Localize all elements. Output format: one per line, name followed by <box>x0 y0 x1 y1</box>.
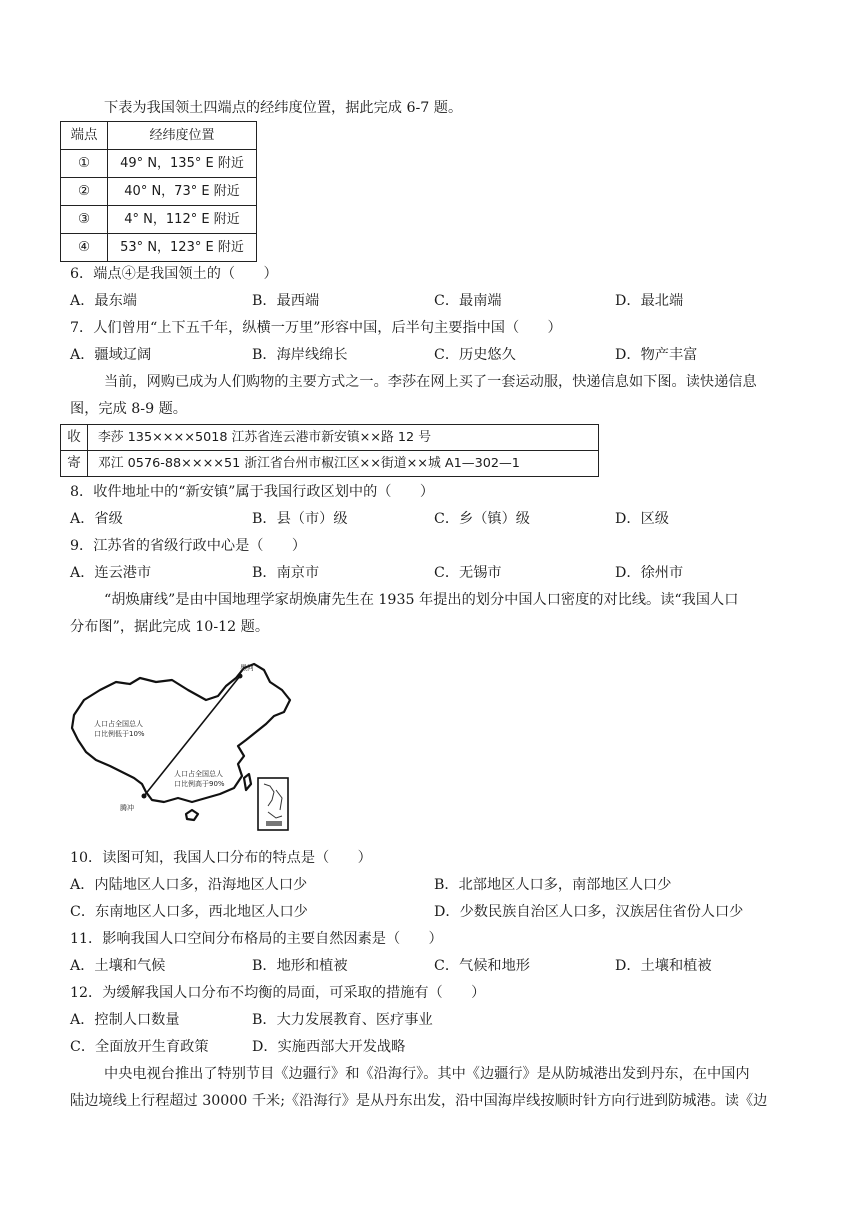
coordinate-cell: 49° N，135° E 附近 <box>108 150 257 178</box>
question-6-stem: 6．端点④是我国领土的（ ） <box>70 266 278 282</box>
q10-option-c[interactable]: C．东南地区人口多，西北地区人口少 <box>70 904 308 920</box>
q6-option-a[interactable]: A．最东端 <box>70 293 137 309</box>
q7-option-b[interactable]: B．海岸线绵长 <box>252 347 348 363</box>
hu-line <box>144 676 240 796</box>
label-tengchong: 腾冲 <box>120 804 134 812</box>
intro-next-line1: 中央电视台推出了特别节目《边疆行》和《沿海行》。其中《边疆行》是从防城港出发到丹东，在中国内 <box>104 1066 750 1082</box>
table-row <box>61 234 257 262</box>
endpoint-cell: ② <box>61 178 108 206</box>
q11-option-c[interactable]: C．气候和地形 <box>434 958 530 974</box>
q10-option-b[interactable]: B．北部地区人口多，南部地区人口少 <box>434 877 672 893</box>
intro-6-7: 下表为我国领土四端点的经纬度位置，据此完成 6-7 题。 <box>104 100 463 116</box>
q6-option-d[interactable]: D．最北端 <box>615 293 684 309</box>
endpoints-table <box>60 121 257 262</box>
sender-label: 寄 <box>61 451 88 477</box>
q8-option-a[interactable]: A．省级 <box>70 511 123 527</box>
table-header-row <box>61 122 257 150</box>
question-11-stem: 11．影响我国人口空间分布格局的主要自然因素是（ ） <box>70 931 443 947</box>
table-row <box>61 150 257 178</box>
q10-option-d[interactable]: D．少数民族自治区人口多，汉族居住省份人口少 <box>434 904 744 920</box>
label-heihe: 黑河 <box>240 664 254 672</box>
endpoint-cell: ③ <box>61 206 108 234</box>
heihe-dot <box>238 674 243 679</box>
table-row <box>61 206 257 234</box>
question-12-stem: 12．为缓解我国人口分布不均衡的局面，可采取的措施有（ ） <box>70 985 486 1001</box>
receiver-label: 收 <box>61 425 88 451</box>
q9-option-d[interactable]: D．徐州市 <box>615 565 684 581</box>
q7-option-c[interactable]: C．历史悠久 <box>434 347 516 363</box>
question-8-stem: 8．收件地址中的“新安镇”属于我国行政区划中的（ ） <box>70 484 435 500</box>
q12-option-d[interactable]: D．实施西部大开发战略 <box>252 1039 406 1055</box>
intro-8-9-line1: 当前，网购已成为人们购物的主要方式之一。李莎在网上买了一套运动服，快递信息如下图。读快递信息 <box>104 374 757 390</box>
south-china-sea-inset <box>258 778 288 830</box>
q8-option-b[interactable]: B．县（市）级 <box>252 511 348 527</box>
intro-10-12-line2: 分布图”，据此完成 10-12 题。 <box>70 619 270 635</box>
q6-option-b[interactable]: B．最西端 <box>252 293 320 309</box>
question-7-stem: 7．人们曾用“上下五千年，纵横一万里”形容中国，后半句主要指中国（ ） <box>70 320 562 336</box>
table-row <box>61 178 257 206</box>
china-population-map <box>68 660 308 840</box>
q9-option-b[interactable]: B．南京市 <box>252 565 320 581</box>
q12-option-b[interactable]: B．大力发展教育、医疗事业 <box>252 1012 433 1028</box>
taiwan-island <box>244 774 251 790</box>
endpoint-cell: ④ <box>61 234 108 262</box>
q9-option-c[interactable]: C．无锡市 <box>434 565 502 581</box>
q7-option-a[interactable]: A．疆域辽阔 <box>70 347 152 363</box>
sender-info: 邓江 0576-88××××51 浙江省台州市椒江区××街道××城 A1—302—1 <box>88 451 599 477</box>
tengchong-dot <box>142 794 147 799</box>
q8-option-d[interactable]: D．区级 <box>615 511 669 527</box>
header-endpoint: 端点 <box>61 122 108 150</box>
q12-option-a[interactable]: A．控制人口数量 <box>70 1012 180 1028</box>
coordinate-cell: 4° N，112° E 附近 <box>108 206 257 234</box>
q11-option-a[interactable]: A．土壤和气候 <box>70 958 166 974</box>
q7-option-d[interactable]: D．物产丰富 <box>615 347 698 363</box>
label-west-2: 口比例低于10% <box>94 730 145 738</box>
q9-option-a[interactable]: A．连云港市 <box>70 565 152 581</box>
hainan-island <box>186 810 198 820</box>
coordinate-cell: 40° N，73° E 附近 <box>108 178 257 206</box>
q11-option-b[interactable]: B．地形和植被 <box>252 958 348 974</box>
inset-scale-bar <box>266 821 282 826</box>
endpoint-cell: ① <box>61 150 108 178</box>
q11-option-d[interactable]: D．土壤和植被 <box>615 958 712 974</box>
label-east-2: 口比例高于90% <box>174 780 225 788</box>
question-10-stem: 10．读图可知，我国人口分布的特点是（ ） <box>70 850 372 866</box>
intro-10-12-line1: “胡焕庸线”是由中国地理学家胡焕庸先生在 1935 年提出的划分中国人口密度的对比线。读“我国人口 <box>104 592 739 608</box>
delivery-info-table <box>60 424 599 477</box>
label-east-1: 人口占全国总人 <box>174 770 223 778</box>
q10-option-a[interactable]: A．内陆地区人口多，沿海地区人口少 <box>70 877 308 893</box>
q12-option-c[interactable]: C．全面放开生育政策 <box>70 1039 209 1055</box>
q8-option-c[interactable]: C．乡（镇）级 <box>434 511 530 527</box>
header-coordinates: 经纬度位置 <box>108 122 257 150</box>
q6-option-c[interactable]: C．最南端 <box>434 293 502 309</box>
question-9-stem: 9．江苏省的省级行政中心是（ ） <box>70 538 307 554</box>
label-west-1: 人口占全国总人 <box>94 720 143 728</box>
table-row <box>61 451 599 477</box>
coordinate-cell: 53° N，123° E 附近 <box>108 234 257 262</box>
intro-next-line2: 陆边境线上行程超过 30000 千米;《沿海行》是从丹东出发，沿中国海岸线按顺时针方向行进到防城港。读《边 <box>70 1093 768 1109</box>
intro-8-9-line2: 图，完成 8-9 题。 <box>70 401 187 417</box>
table-row <box>61 425 599 451</box>
receiver-info: 李莎 135××××5018 江苏省连云港市新安镇××路 12 号 <box>88 425 599 451</box>
